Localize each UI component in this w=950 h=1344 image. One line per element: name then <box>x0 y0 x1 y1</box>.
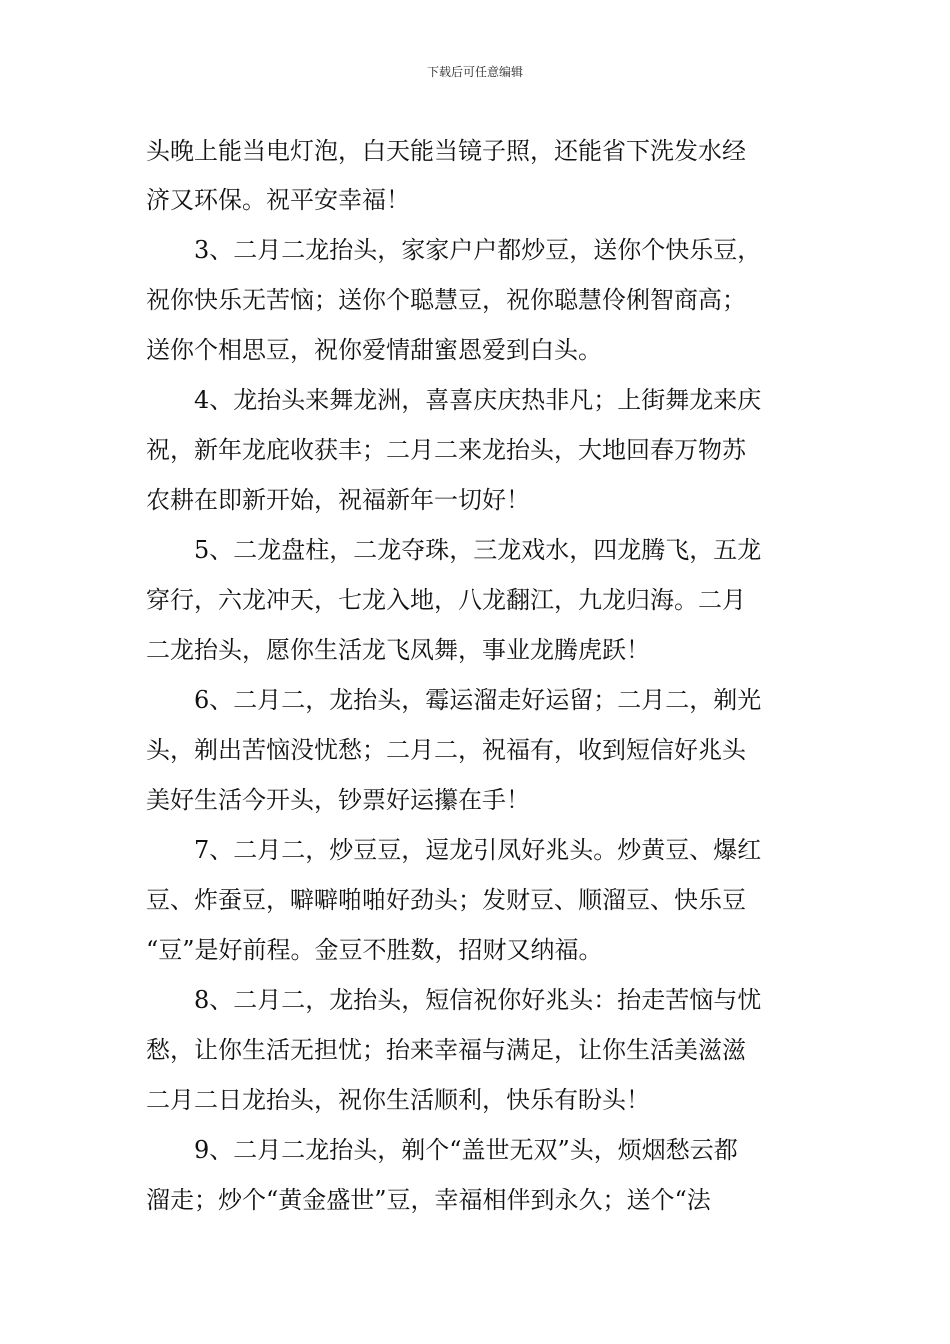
page-header: 下载后可任意编辑 <box>426 65 523 79</box>
text-line: 8、二月二，龙抬头，短信祝你好兆头：抬走苦恼与忧 <box>146 986 762 1014</box>
text-line: 头晚上能当电灯泡，白天能当镜子照，还能省下洗发水经 <box>146 137 746 165</box>
text-line: 祝你快乐无苦恼；送你个聪慧豆，祝你聪慧伶俐智商高； <box>146 286 746 314</box>
text-line: 豆、炸蚕豆，噼噼啪啪好劲头；发财豆、顺溜豆、快乐豆 <box>146 886 746 914</box>
text-line: 溜走；炒个“黄金盛世”豆，幸福相伴到永久；送个“法 <box>146 1186 711 1214</box>
text-line: 头，剃出苦恼没忧愁；二月二，祝福有，收到短信好兆头 <box>146 736 746 764</box>
text-line: 二月二日龙抬头，祝你生活顺利，快乐有盼头！ <box>146 1086 650 1114</box>
text-line: 祝，新年龙庇收获丰；二月二来龙抬头，大地回春万物苏 <box>146 436 746 464</box>
text-line: 济又环保。祝平安幸福！ <box>146 186 410 214</box>
text-line: “豆”是好前程。金豆不胜数，招财又纳福。 <box>146 936 603 964</box>
text-line: 农耕在即新开始，祝福新年一切好！ <box>146 486 530 514</box>
text-line: 6、二月二，龙抬头，霉运溜走好运留；二月二，剃光 <box>146 686 762 714</box>
text-line: 二龙抬头，愿你生活龙飞凤舞，事业龙腾虎跃！ <box>146 636 650 664</box>
text-line: 5、二龙盘柱，二龙夺珠，三龙戏水，四龙腾飞，五龙 <box>146 536 762 564</box>
text-line: 9、二月二龙抬头，剃个“盖世无双”头，烦烟愁云都 <box>146 1136 738 1164</box>
text-line: 穿行，六龙冲天，七龙入地，八龙翻江，九龙归海。二月 <box>146 586 746 614</box>
text-line: 送你个相思豆，祝你爱情甜蜜恩爱到白头。 <box>146 336 602 364</box>
text-line: 7、二月二，炒豆豆，逗龙引凤好兆头。炒黄豆、爆红 <box>146 836 762 864</box>
text-line: 4、龙抬头来舞龙洲，喜喜庆庆热非凡；上街舞龙来庆 <box>146 386 762 414</box>
text-line: 3、二月二龙抬头，家家户户都炒豆，送你个快乐豆， <box>146 236 762 264</box>
text-line: 愁，让你生活无担忧；抬来幸福与满足，让你生活美滋滋 <box>146 1036 746 1064</box>
text-line: 美好生活今开头，钞票好运攥在手！ <box>146 786 530 814</box>
